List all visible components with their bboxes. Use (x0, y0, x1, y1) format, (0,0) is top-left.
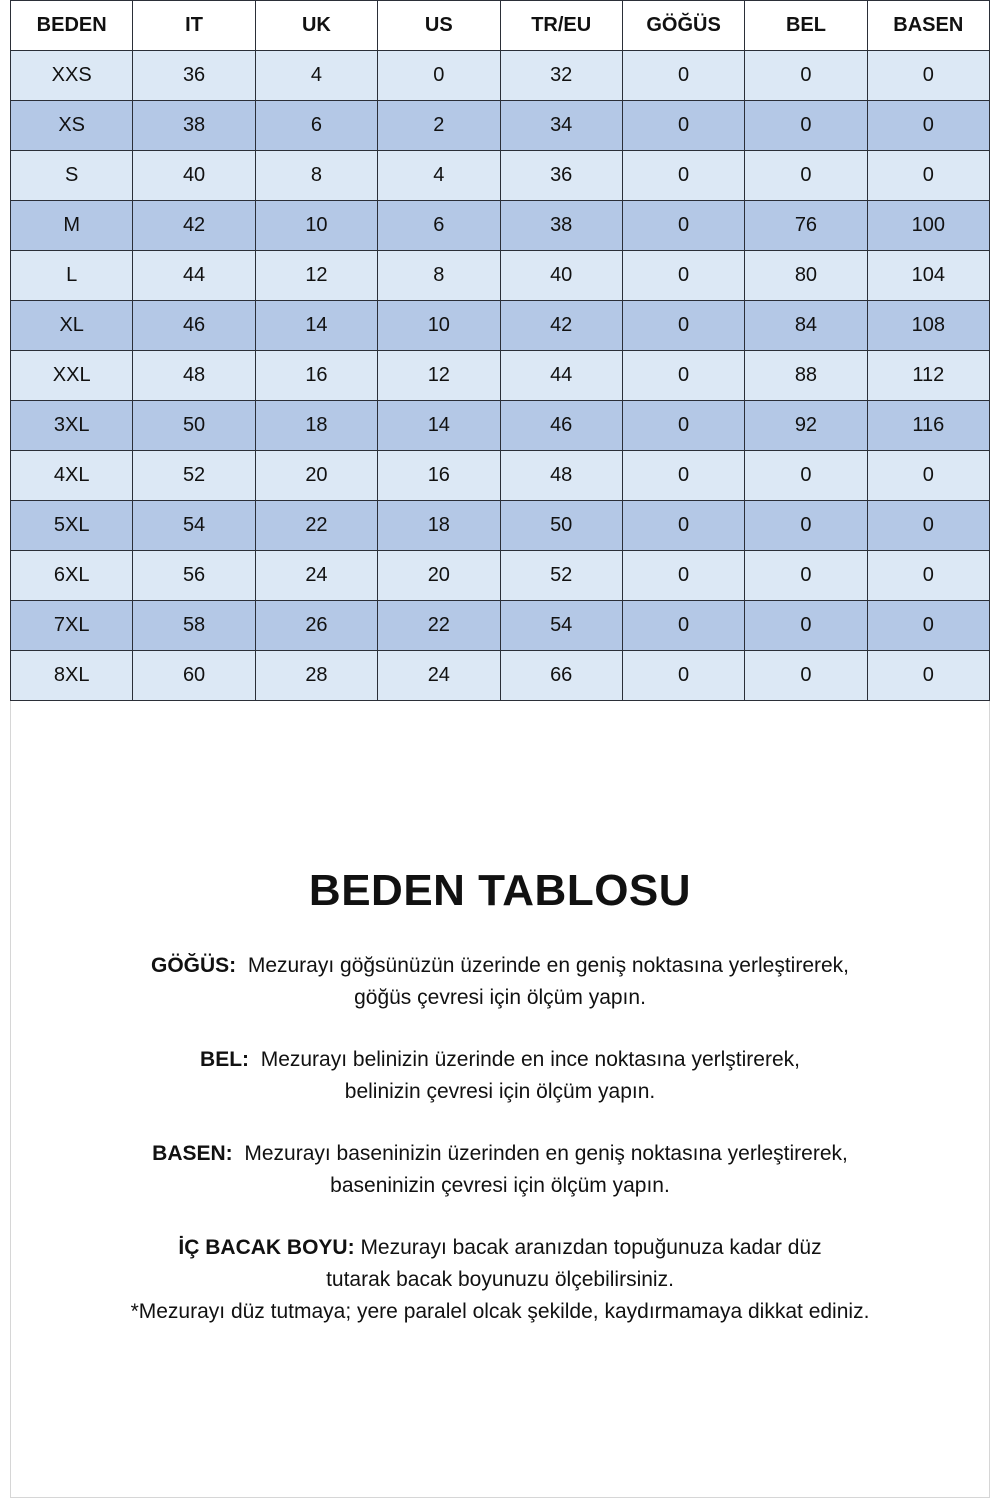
size-label-cell: 8XL (11, 651, 133, 701)
inseam-line-2: tutarak bacak boyunuzu ölçebilirsiniz. (326, 1268, 674, 1291)
table-cell: 18 (255, 401, 377, 451)
hip-line-1: Mezurayı baseninizin üzerinden en geniş noktasına yerleştirerek, (244, 1142, 848, 1165)
column-header: TR/EU (500, 1, 622, 51)
hip-line-2: baseninizin çevresi için ölçüm yapın. (330, 1174, 670, 1197)
size-label-cell: M (11, 201, 133, 251)
table-row (11, 201, 990, 251)
chest-label: GÖĞÜS: (150, 954, 237, 977)
table-cell: 0 (622, 51, 744, 101)
waist-instructions (10, 1044, 990, 1108)
inseam-line-1: Mezurayı bacak aranızdan topuğunuza kadar düz (360, 1236, 822, 1259)
table-cell: 42 (500, 301, 622, 351)
size-label-cell: L (11, 251, 133, 301)
table-cell: 12 (255, 251, 377, 301)
table-row (11, 501, 990, 551)
size-label-cell: XS (11, 101, 133, 151)
chest-line-2: göğüs çevresi için ölçüm yapın. (354, 986, 646, 1009)
table-cell: 28 (255, 651, 377, 701)
chest-instructions (10, 950, 990, 1014)
table-cell: 0 (622, 351, 744, 401)
table-cell: 52 (133, 451, 255, 501)
table-cell: 0 (622, 651, 744, 701)
table-cell: 0 (622, 501, 744, 551)
table-cell: 46 (500, 401, 622, 451)
table-cell: 18 (378, 501, 500, 551)
inseam-label: İÇ BACAK BOYU: (178, 1236, 355, 1259)
table-cell: 22 (378, 601, 500, 651)
table-cell: 8 (378, 251, 500, 301)
table-cell: 108 (867, 301, 989, 351)
table-row (11, 151, 990, 201)
size-label-cell: XXS (11, 51, 133, 101)
table-cell: 0 (622, 251, 744, 301)
table-cell: 66 (500, 651, 622, 701)
table-cell: 20 (378, 551, 500, 601)
table-cell: 56 (133, 551, 255, 601)
chest-line-1: Mezurayı göğsünüzün üzerinde en geniş noktasına yerleştirerek, (247, 954, 850, 977)
size-label-cell: S (11, 151, 133, 201)
table-row (11, 251, 990, 301)
table-cell: 0 (745, 601, 867, 651)
table-cell: 116 (867, 401, 989, 451)
size-guide-info (10, 860, 990, 1328)
table-cell: 54 (133, 501, 255, 551)
table-cell: 104 (867, 251, 989, 301)
table-cell: 60 (133, 651, 255, 701)
size-label-cell: 3XL (11, 401, 133, 451)
table-cell: 36 (500, 151, 622, 201)
table-cell: 0 (622, 601, 744, 651)
size-label-cell: 7XL (11, 601, 133, 651)
table-cell: 0 (745, 51, 867, 101)
waist-line-2: belinizin çevresi için ölçüm yapın. (344, 1080, 656, 1103)
table-cell: 50 (133, 401, 255, 451)
table-cell: 80 (745, 251, 867, 301)
table-cell: 26 (255, 601, 377, 651)
table-cell: 88 (745, 351, 867, 401)
table-cell: 0 (745, 501, 867, 551)
inseam-instructions (10, 1232, 990, 1328)
table-cell: 38 (500, 201, 622, 251)
measurement-note: *Mezurayı düz tutmaya; yere paralel olcak şekilde, kaydırmamaya dikkat ediniz. (130, 1300, 870, 1323)
table-cell: 48 (133, 351, 255, 401)
table-cell: 0 (867, 551, 989, 601)
table-row (11, 401, 990, 451)
table-cell: 0 (745, 451, 867, 501)
table-row (11, 651, 990, 701)
table-row (11, 451, 990, 501)
table-row (11, 101, 990, 151)
table-cell: 0 (867, 651, 989, 701)
table-header-row (11, 1, 990, 51)
table-cell: 0 (622, 451, 744, 501)
table-cell: 84 (745, 301, 867, 351)
table-cell: 0 (867, 151, 989, 201)
table-cell: 42 (133, 201, 255, 251)
table-cell: 2 (378, 101, 500, 151)
column-header: GÖĞÜS (622, 1, 744, 51)
table-cell: 44 (500, 351, 622, 401)
size-chart-table (10, 0, 990, 701)
table-cell: 6 (255, 101, 377, 151)
waist-label: BEL: (200, 1048, 250, 1071)
table-cell: 112 (867, 351, 989, 401)
table-row (11, 601, 990, 651)
table-cell: 10 (378, 301, 500, 351)
table-cell: 0 (622, 401, 744, 451)
table-cell: 52 (500, 551, 622, 601)
table-cell: 4 (255, 51, 377, 101)
table-cell: 48 (500, 451, 622, 501)
table-cell: 0 (745, 151, 867, 201)
table-cell: 36 (133, 51, 255, 101)
column-header: BEL (745, 1, 867, 51)
table-cell: 0 (622, 151, 744, 201)
table-cell: 0 (622, 201, 744, 251)
table-cell: 46 (133, 301, 255, 351)
table-cell: 0 (745, 651, 867, 701)
hip-label: BASEN: (152, 1142, 233, 1165)
table-cell: 14 (255, 301, 377, 351)
column-header: UK (255, 1, 377, 51)
table-cell: 16 (255, 351, 377, 401)
table-cell: 34 (500, 101, 622, 151)
table-cell: 0 (867, 601, 989, 651)
table-cell: 0 (622, 301, 744, 351)
table-cell: 100 (867, 201, 989, 251)
table-row (11, 351, 990, 401)
size-label-cell: XXL (11, 351, 133, 401)
table-body (11, 51, 990, 701)
size-label-cell: XL (11, 301, 133, 351)
table-row (11, 301, 990, 351)
table-cell: 4 (378, 151, 500, 201)
table-cell: 40 (500, 251, 622, 301)
column-header: BASEN (867, 1, 989, 51)
table-cell: 10 (255, 201, 377, 251)
table-cell: 0 (745, 101, 867, 151)
table-cell: 50 (500, 501, 622, 551)
table-cell: 0 (622, 101, 744, 151)
table-cell: 58 (133, 601, 255, 651)
table-cell: 92 (745, 401, 867, 451)
table-cell: 20 (255, 451, 377, 501)
table-cell: 16 (378, 451, 500, 501)
table-row (11, 551, 990, 601)
table-cell: 54 (500, 601, 622, 651)
waist-line-1: Mezurayı belinizin üzerinde en ince noktasına yerlştirerek, (260, 1048, 800, 1071)
table-cell: 8 (255, 151, 377, 201)
table-cell: 0 (867, 101, 989, 151)
table-cell: 22 (255, 501, 377, 551)
size-label-cell: 5XL (11, 501, 133, 551)
table-cell: 38 (133, 101, 255, 151)
table-cell: 32 (500, 51, 622, 101)
table-cell: 14 (378, 401, 500, 451)
table-cell: 40 (133, 151, 255, 201)
table-cell: 0 (867, 451, 989, 501)
table-cell: 76 (745, 201, 867, 251)
table-cell: 12 (378, 351, 500, 401)
table-cell: 0 (867, 51, 989, 101)
size-guide-title: BEDEN TABLOSU (308, 866, 692, 915)
table-row (11, 51, 990, 101)
size-label-cell: 4XL (11, 451, 133, 501)
table-cell: 6 (378, 201, 500, 251)
table-cell: 0 (745, 551, 867, 601)
column-header: IT (133, 1, 255, 51)
column-header: US (378, 1, 500, 51)
table-cell: 24 (378, 651, 500, 701)
size-label-cell: 6XL (11, 551, 133, 601)
table-cell: 0 (378, 51, 500, 101)
table-cell: 44 (133, 251, 255, 301)
table-cell: 0 (622, 551, 744, 601)
column-header: BEDEN (11, 1, 133, 51)
table-cell: 0 (867, 501, 989, 551)
table-cell: 24 (255, 551, 377, 601)
hip-instructions (10, 1138, 990, 1202)
